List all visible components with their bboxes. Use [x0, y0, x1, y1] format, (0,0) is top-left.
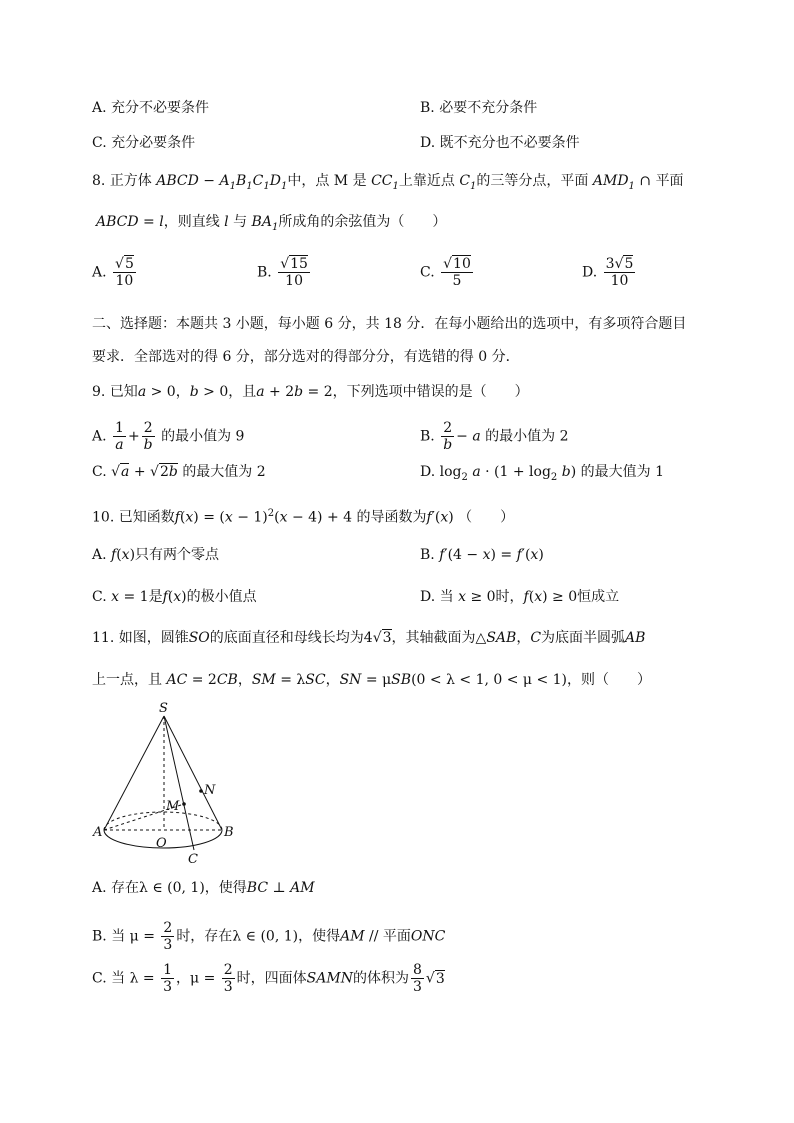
q10-option-a: A. f(x)只有两个零点 — [92, 547, 220, 563]
q10-option-d: D. 当 x ≥ 0时，f(x) ≥ 0恒成立 — [420, 589, 620, 605]
label-m: M — [166, 799, 180, 814]
fraction: $\frac{√5}{10}$ — [115, 256, 134, 290]
label-a: A — [93, 825, 103, 840]
q9-stem: 9. 已知a > 0，b > 0，且a + 2b = 2，下列选项中错误的是（ ） — [92, 384, 529, 400]
q10-option-b: B. f′(4 − x) = f′(x) — [420, 547, 544, 563]
q8-option-a: A. $\frac{√5}{10}$ — [92, 256, 134, 290]
q10-option-c: C. x = 1是f(x)的极小值点 — [92, 589, 257, 605]
q11-option-c: C. 当 λ = $\frac{1}{3}$ ，μ = $\frac{2}{3}$ 时，四面体SAMN的体积为 $\frac{8}{3}$ √3 — [92, 962, 445, 996]
formula-cube: ABCD − $A_1B_1C_1D_1$ — [156, 173, 288, 192]
q7-option-c: C. 充分必要条件 — [92, 135, 196, 151]
q7-option-a: A. 充分不必要条件 — [92, 100, 210, 116]
generatrix-sa — [104, 716, 164, 830]
q7-option-d: D. 既不充分也不必要条件 — [420, 135, 580, 151]
section2-heading-line2: 要求．全部选对的得 6 分，部分选对的得部分分，有选错的得 0 分． — [92, 349, 520, 365]
fraction: $\frac{3√5}{10}$ — [605, 256, 634, 290]
label-n: N — [204, 783, 216, 798]
q11-option-a: A. 存在λ ∈ (0, 1)，使得BC ⊥ AM — [92, 880, 315, 896]
point-n — [199, 789, 203, 793]
label-o: O — [156, 836, 167, 851]
fraction: $\frac{√15}{10}$ — [280, 256, 308, 290]
section2-heading-line1: 二、选择题：本题共 3 小题，每小题 6 分，共 18 分．在每小题给出的选项中，有多项符合题目 — [92, 316, 687, 332]
base-back-arc — [104, 812, 222, 830]
fraction: $\frac{√10}{5}$ — [443, 256, 471, 290]
label-b: B — [224, 825, 234, 840]
q11-option-b: B. 当 μ = $\frac{2}{3}$ 时，存在λ ∈ (0, 1)，使得AM // 平面ONC — [92, 920, 446, 954]
point-m — [182, 802, 186, 806]
cone-figure — [90, 700, 250, 870]
q8-option-d: D. $\frac{3√5}{10}$ — [582, 256, 634, 290]
q10-stem: 10. 已知函数$f(x) = (x - 1)^2(x - 4) + 4$ 的导函数为f′(x) （ ） — [92, 508, 515, 526]
q9-option-b: B. $\frac{2}{b}$ − a 的最小值为 2 — [420, 420, 569, 454]
q11-stem-line2: 上一点，且 AC = 2CB，SM = λSC，SN = μSB(0 < λ < 1, 0 < μ < 1)，则（ ） — [92, 672, 652, 688]
q8-stem-line2: ABCD = l，则直线 l 与 $BA_1$所成角的余弦值为（ ） — [96, 214, 447, 233]
q8-option-c: C. $\frac{√10}{5}$ — [420, 256, 471, 290]
label-s: S — [159, 701, 168, 716]
label-c: C — [188, 852, 198, 867]
q9-option-c: C. √a + √2b 的最大值为 2 — [92, 464, 266, 480]
q9-option-a: A. $\frac{1}{a}$ + $\frac{2}{b}$ 的最小值为 9 — [92, 420, 245, 454]
q8-option-b: B. $\frac{√15}{10}$ — [257, 256, 308, 290]
q11-stem-line1: 11. 如图，圆锥SO的底面直径和母线长均为4√3，其轴截面为△SAB，C为底面半圆弧AB — [92, 630, 646, 646]
q8-stem-line1: 8. 正方体 ABCD − $A_1B_1C_1D_1$中，点 M 是 $CC_1$上靠近点 $C_1$的三等分点，平面 $AMD_1$ ∩ 平面 — [92, 173, 684, 192]
q9-option-d: D. $\log_2 a \cdot (1 + \log_2 b)$ 的最大值为 1 — [420, 464, 664, 483]
q7-option-b: B. 必要不充分条件 — [420, 100, 538, 116]
